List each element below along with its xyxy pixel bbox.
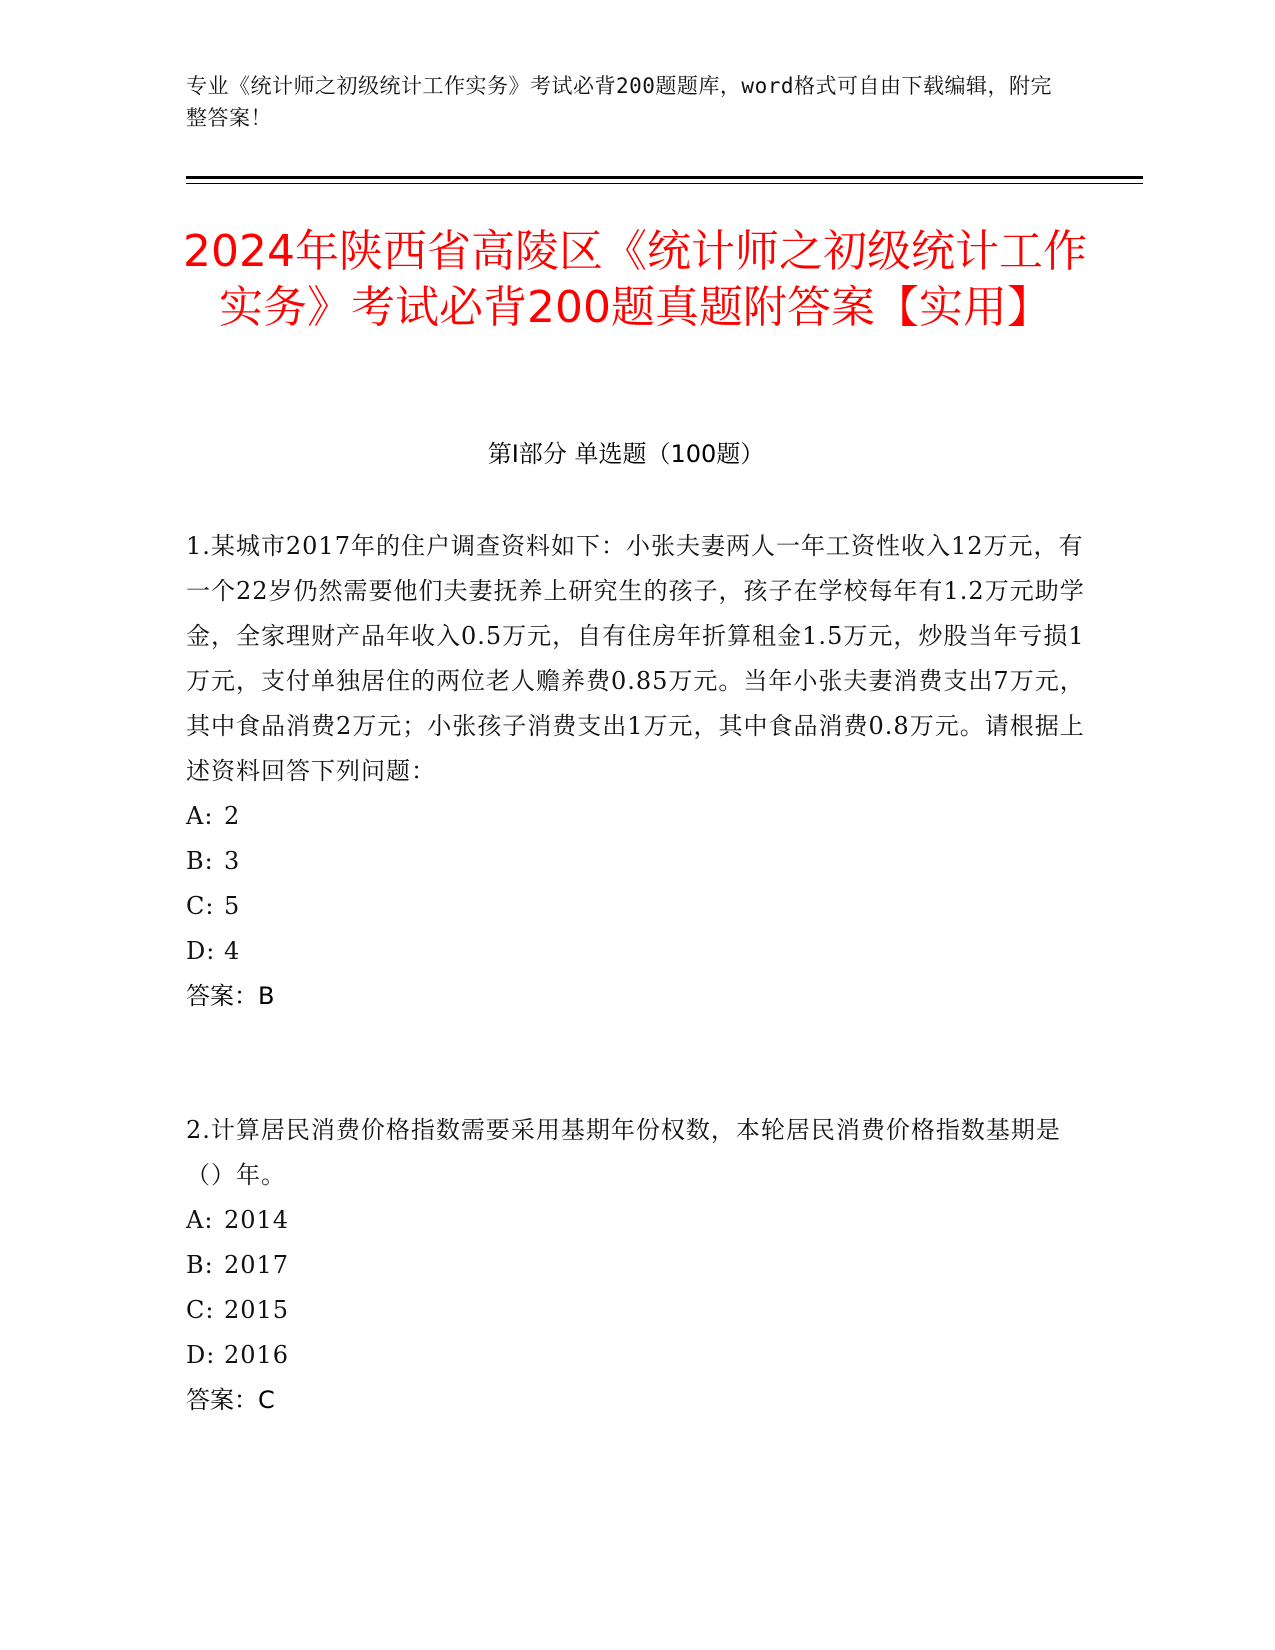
option-c [186,884,1086,929]
option-label: C: [186,892,215,920]
option-label: C: [186,1296,215,1324]
option-d [186,929,1086,974]
option-label: A: [186,1206,214,1234]
option-b [186,1243,1086,1288]
option-d [186,1333,1086,1378]
document-title: 2024年陕西省高陵区《统计师之初级统计工作实务》考试必背200题真题附答案【实用】 [183,226,1087,333]
header-note: 专业《统计师之初级统计工作实务》考试必背200题题库，word格式可自由下载编辑，附完整答案！ [186,74,1052,130]
question-text: 1.某城市2017年的住户调查资料如下：小张夫妻两人一年工资性收入12万元，有一个22岁仍然需要他们夫妻抚养上研究生的孩子，孩子在学校每年有1.2万元助学金，全家理财产品年收入0.5万元，自有住房年折算租金1.5万元，炒股当年亏损1万元，支付单独居住的两位老人赡养费0.85万元。当年小张夫妻消费支出7万元，其中食品消费2万元；小张孩子消费支出1万元，其中食品消费0.8万元。请根据上述资料回答下列问题： [186,532,1085,785]
option-value: 4 [224,937,241,965]
option-a [186,794,1086,839]
option-c [186,1288,1086,1333]
option-value: 2016 [224,1341,290,1369]
option-value: 2 [224,802,241,830]
option-b [186,839,1086,884]
option-value: 2015 [224,1296,290,1324]
option-label: D: [186,1341,216,1369]
header-divider-thin [186,183,1143,184]
question-text: 2.计算居民消费价格指数需要采用基期年份权数，本轮居民消费价格指数基期是（）年。 [186,1116,1061,1189]
answer: 答案：C [186,1386,275,1414]
option-value: 2017 [224,1251,290,1279]
option-value: 5 [224,892,241,920]
option-value: 3 [224,847,241,875]
option-label: B: [186,1251,214,1279]
header-divider-thick [186,176,1143,179]
option-label: A: [186,802,214,830]
question-2 [186,1108,1086,1423]
section-heading: 第Ⅰ部分 单选题（100题） [487,440,765,468]
option-value: 2014 [224,1206,290,1234]
answer: 答案：B [186,982,275,1010]
option-label: B: [186,847,214,875]
question-1 [186,524,1086,1019]
option-a [186,1198,1086,1243]
option-label: D: [186,937,216,965]
